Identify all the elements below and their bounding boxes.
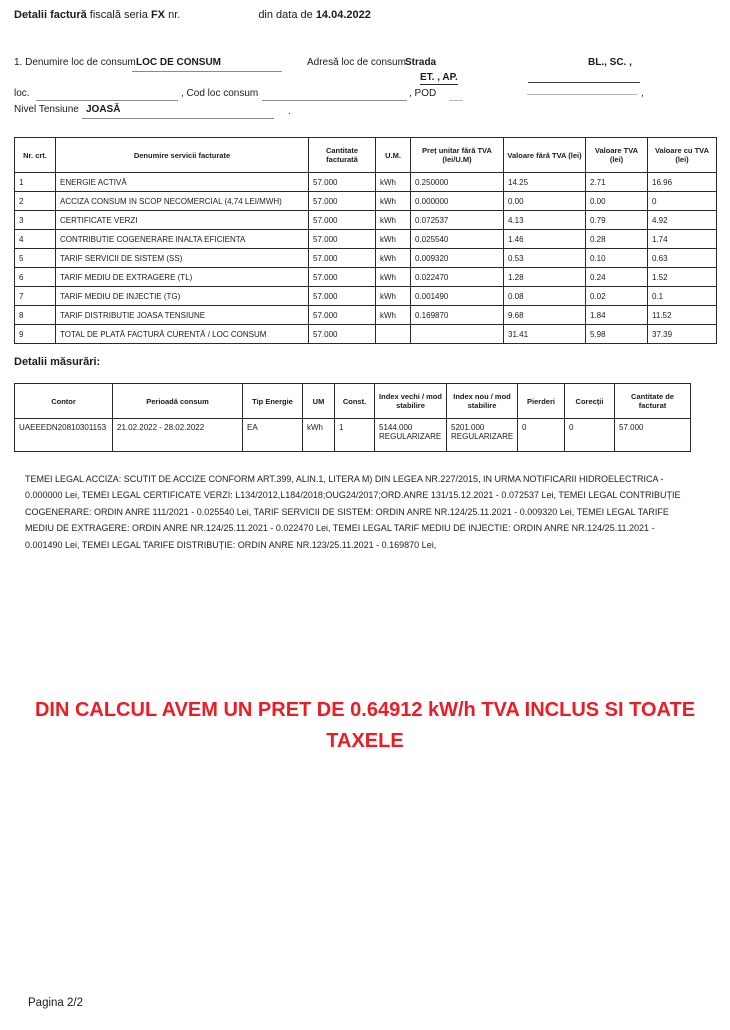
col-header-contor: Contor	[15, 384, 113, 419]
col-header-um: UM	[303, 384, 335, 419]
cell-denumire: TARIF MEDIU DE EXTRAGERE (TL)	[56, 268, 309, 287]
cell-index-nou: 5201.000 REGULARIZARE	[447, 419, 518, 452]
cell-denumire: TARIF SERVICII DE SISTEM (SS)	[56, 249, 309, 268]
cell-um: kWh	[376, 306, 411, 325]
measurement-row	[15, 419, 691, 452]
col-header-pret-unitar: Preț unitar fără TVA (lei/U.M)	[411, 138, 504, 173]
table-row	[15, 230, 717, 249]
cell-val-tva: 0.79	[586, 211, 648, 230]
cell-pret: 0.169870	[411, 306, 504, 325]
cell-um: kWh	[303, 419, 335, 452]
cell-val-fara-tva: 0.08	[504, 287, 586, 306]
cell-pret	[411, 325, 504, 344]
tensiune-label: Nivel Tensiune	[14, 104, 79, 115]
cell-pret: 0.022470	[411, 268, 504, 287]
tensiune-value: JOASĂ	[86, 104, 121, 115]
measurements-header-row	[15, 384, 691, 419]
cell-val-cu-tva: 1.52	[648, 268, 717, 287]
cell-val-cu-tva: 0.63	[648, 249, 717, 268]
table-row	[15, 173, 717, 192]
col-header-cantitate: Cantitate facturată	[309, 138, 376, 173]
cell-nr: 1	[15, 173, 56, 192]
cell-val-cu-tva: 11.52	[648, 306, 717, 325]
cell-cantitate: 57.000	[309, 325, 376, 344]
table-row	[15, 249, 717, 268]
tensiune-fill-line	[82, 118, 274, 119]
col-header-const: Const.	[335, 384, 375, 419]
cell-cantitate: 57.000	[309, 287, 376, 306]
col-header-valoare-cu-tva: Valoare cu TVA (lei)	[648, 138, 717, 173]
cell-cantitate: 57.000	[309, 192, 376, 211]
cell-val-fara-tva: 1.28	[504, 268, 586, 287]
pod-fill-line	[449, 100, 463, 101]
table-row	[15, 268, 717, 287]
cell-pret: 0.001490	[411, 287, 504, 306]
cell-tip-energie: EA	[243, 419, 303, 452]
adresa-label: Adresă loc de consum	[307, 57, 406, 68]
cell-cantitate: 57.000	[309, 230, 376, 249]
cell-index-vechi: 5144.000 REGULARIZARE	[375, 419, 447, 452]
cell-val-fara-tva: 31.41	[504, 325, 586, 344]
tensiune-dot: .	[288, 106, 291, 117]
legal-basis-text: TEMEI LEGAL ACCIZA: SCUTIT DE ACCIZE CONFORM ART.399, ALIN.1, LITERA M) DIN LEGEA NR.227/2015, IN URMA NOTIFICARII HIDROELECTRICA - 0.000000 Lei, TEMEI LEGAL CERTIFICATE VERZI: L134/2012,L184/2018;OUG24/2017;ORD.ANRE 131/15.12.2021 - 0.072537 Lei, TEMEI LEGAL CONTRIBUȚIE COGENERARE: ORDIN ANRE 111/2021 - 0.025540 Lei, TARIF SERVICII DE SISTEM: ORDIN ANRE NR.124/25.11.2021 - 0.009320 Lei, TEMEI LEGAL TARIFE MEDIU DE EXTRAGERE: ORDIN ANRE NR.124/25.11.2021 - 0.022470 Lei, TEMEI LEGAL TARIF MEDIU DE INJECTIE: ORDIN ANRE NR.124/25.11.2021 - 0.001490 Lei, TEMEI LEGAL TARIFE DISTRIBUȚIE: ORDIN ANRE NR.123/25.11.2021 - 0.169870 Lei,	[25, 474, 681, 550]
cell-cantitate: 57.000	[309, 211, 376, 230]
invoice-nr-label: nr.	[165, 9, 181, 21]
loc-label: loc.	[14, 88, 30, 99]
cell-val-fara-tva: 0.00	[504, 192, 586, 211]
col-header-valoare-fara-tva: Valoare fără TVA (lei)	[504, 138, 586, 173]
consumer-details	[0, 50, 730, 125]
table-row	[15, 287, 717, 306]
cell-val-tva: 0.02	[586, 287, 648, 306]
cell-val-cu-tva: 37.39	[648, 325, 717, 344]
cell-contor: UAEEEDN20810301153	[15, 419, 113, 452]
cell-um	[376, 325, 411, 344]
table-row	[15, 306, 717, 325]
cell-um: kWh	[376, 287, 411, 306]
measurements-title: Detalii măsurări:	[14, 356, 101, 368]
cell-val-tva: 0.28	[586, 230, 648, 249]
table-row	[15, 192, 717, 211]
cell-val-tva: 0.24	[586, 268, 648, 287]
cell-um: kWh	[376, 173, 411, 192]
cell-um: kWh	[376, 192, 411, 211]
cell-val-cu-tva: 16.96	[648, 173, 717, 192]
cod-fill-line	[262, 100, 407, 101]
cell-perioada: 21.02.2022 - 28.02.2022	[113, 419, 243, 452]
cell-val-tva: 0.10	[586, 249, 648, 268]
table-row	[15, 211, 717, 230]
cell-cantitate: 57.000	[309, 249, 376, 268]
address-fill-line	[528, 82, 640, 83]
cell-cantitate: 57.000	[309, 173, 376, 192]
cell-cantitate: 57.000	[309, 268, 376, 287]
denumire-label: 1. Denumire loc de consum	[14, 57, 136, 68]
price-note: DIN CALCUL AVEM UN PRET DE 0.64912 kW/h TVA INCLUS SI TOATE TAXELE	[34, 699, 696, 752]
loc-fill-line	[36, 100, 178, 101]
cell-denumire: CONTRIBUTIE COGENERARE INALTA EFICIENTA	[56, 230, 309, 249]
cell-val-cu-tva: 1.74	[648, 230, 717, 249]
cell-denumire: CERTIFICATE VERZI	[56, 211, 309, 230]
cell-nr: 8	[15, 306, 56, 325]
cell-um: kWh	[376, 249, 411, 268]
cell-val-tva: 1.84	[586, 306, 648, 325]
cell-denumire: TARIF MEDIU DE INJECTIE (TG)	[56, 287, 309, 306]
cell-denumire: ACCIZA CONSUM IN SCOP NECOMERCIAL (4,74 LEI/MWH)	[56, 192, 309, 211]
cell-nr: 3	[15, 211, 56, 230]
col-header-tip-energie: Tip Energie	[243, 384, 303, 419]
services-header-row	[15, 138, 717, 173]
cell-val-fara-tva: 1.46	[504, 230, 586, 249]
invoice-header	[14, 9, 371, 21]
col-header-valoare-tva: Valoare TVA (lei)	[586, 138, 648, 173]
cell-nr: 7	[15, 287, 56, 306]
cell-nr: 6	[15, 268, 56, 287]
cell-nr: 5	[15, 249, 56, 268]
invoice-title: Detalii factură	[14, 9, 87, 21]
pod-comma: ,	[641, 88, 644, 99]
cell-val-fara-tva: 4.13	[504, 211, 586, 230]
cell-pret: 0.000000	[411, 192, 504, 211]
adresa-value: Strada	[405, 57, 437, 68]
col-header-nr-crt: Nr. crt.	[15, 138, 56, 173]
cell-nr: 9	[15, 325, 56, 344]
cell-um: kWh	[376, 211, 411, 230]
cell-um: kWh	[376, 230, 411, 249]
cell-um: kWh	[376, 268, 411, 287]
cell-nr: 4	[15, 230, 56, 249]
cell-cantitate-facturat: 57.000	[615, 419, 691, 452]
services-table	[14, 137, 717, 344]
cell-val-fara-tva: 14.25	[504, 173, 586, 192]
cell-val-tva: 0.00	[586, 192, 648, 211]
col-header-corectii: Corecții	[565, 384, 615, 419]
cell-denumire: ENERGIE ACTIVĂ	[56, 173, 309, 192]
col-header-index-vechi: Index vechi / mod stabilire	[375, 384, 447, 419]
col-header-pierderi: Pierderi	[518, 384, 565, 419]
cell-nr: 2	[15, 192, 56, 211]
pod-fill-line-right	[527, 94, 637, 95]
cell-val-cu-tva: 4.92	[648, 211, 717, 230]
et-ap-label: ET. , AP.	[420, 72, 458, 83]
cell-const: 1	[335, 419, 375, 452]
col-header-um: U.M.	[376, 138, 411, 173]
cell-val-fara-tva: 0.53	[504, 249, 586, 268]
cell-denumire: TARIF DISTRIBUTIE JOASA TENSIUNE	[56, 306, 309, 325]
cell-val-fara-tva: 9.68	[504, 306, 586, 325]
col-header-denumire: Denumire servicii facturate	[56, 138, 309, 173]
cell-pierderi: 0	[518, 419, 565, 452]
pod-label: , POD	[409, 88, 437, 99]
invoice-date-label: din data de	[258, 9, 316, 21]
cell-corectii: 0	[565, 419, 615, 452]
col-header-perioada: Perioadă consum	[113, 384, 243, 419]
bl-sc-label: BL., SC. ,	[588, 57, 632, 68]
cell-val-cu-tva: 0	[648, 192, 717, 211]
cell-denumire: TOTAL DE PLATĂ FACTURĂ CURENTĂ / LOC CONSUM	[56, 325, 309, 344]
cod-loc-label: , Cod loc consum	[181, 88, 259, 99]
cell-pret: 0.025540	[411, 230, 504, 249]
cell-pret: 0.250000	[411, 173, 504, 192]
measurements-table	[14, 383, 691, 452]
col-header-index-nou: Index nou / mod stabilire	[447, 384, 518, 419]
invoice-series: FX	[150, 9, 166, 21]
table-row-total	[15, 325, 717, 344]
cell-pret: 0.072537	[411, 211, 504, 230]
invoice-date: 14.04.2022	[315, 9, 371, 21]
cell-cantitate: 57.000	[309, 306, 376, 325]
page-number: Pagina 2/2	[28, 997, 83, 1009]
denumire-fill-line	[132, 71, 282, 72]
invoice-title-rest: fiscală seria	[86, 9, 151, 21]
cell-val-cu-tva: 0.1	[648, 287, 717, 306]
cell-pret: 0.009320	[411, 249, 504, 268]
cell-val-tva: 5.98	[586, 325, 648, 344]
col-header-cantitate-facturat: Cantitate de facturat	[615, 384, 691, 419]
denumire-value: LOC DE CONSUM	[136, 57, 221, 68]
cell-val-tva: 2.71	[586, 173, 648, 192]
